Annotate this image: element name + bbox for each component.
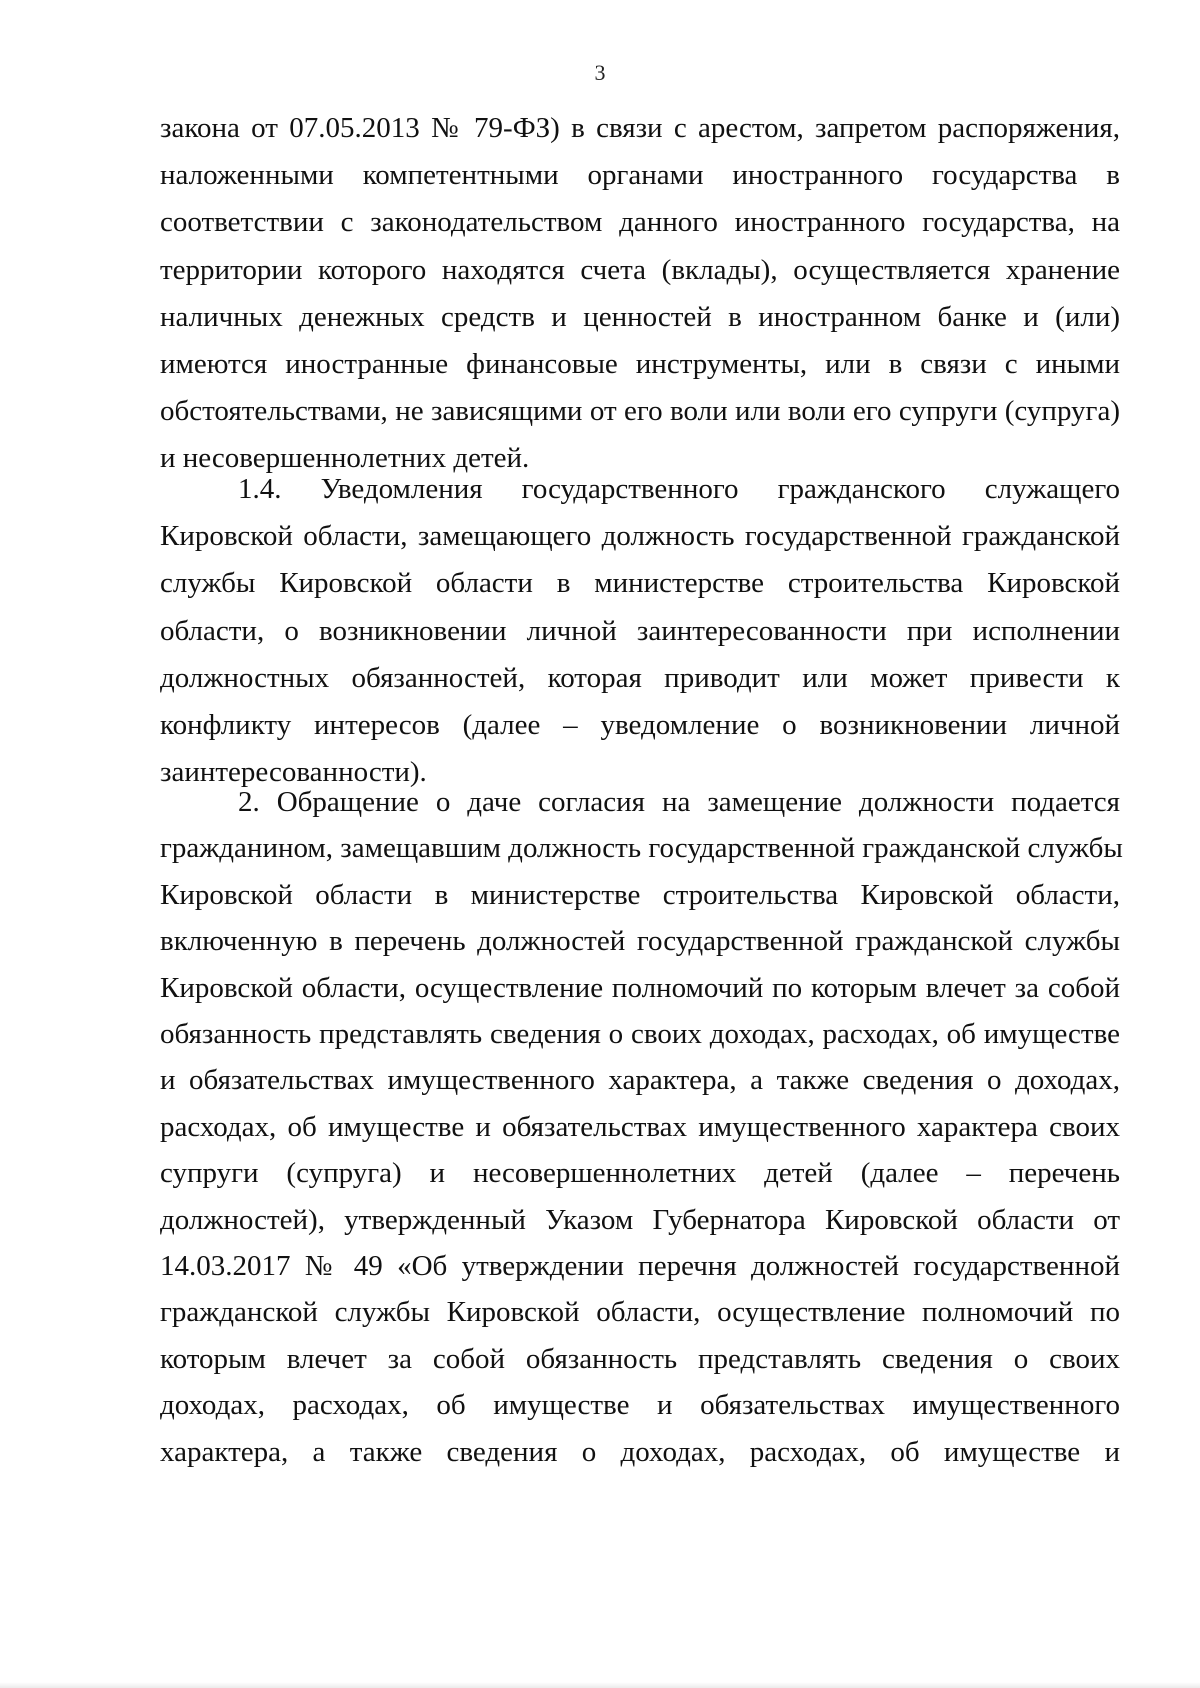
text-line: 14.03.2017 № 49 «Об утверждении перечня должностей государственной [160, 1250, 1120, 1283]
text-line: 2. Обращение о даче согласия на замещение должности подается [238, 786, 1120, 818]
text-line: заинтересованности). [160, 756, 427, 789]
text-line: Кировской области в министерстве строительства Кировской области, [160, 878, 1120, 911]
text-line: обязанность представлять сведения о своих доходах, расходах, об имуществе [160, 1018, 1120, 1051]
text-line: области, о возникновении личной заинтересованности при исполнении [160, 614, 1120, 647]
text-line: наличных денежных средств и ценностей в иностранном банке и (или) [160, 300, 1120, 333]
text-line: Кировской области, замещающего должность государственной гражданской [160, 520, 1120, 553]
text-line: должностей), утвержденный Указом Губернатора Кировской области от [160, 1203, 1120, 1236]
text-line: доходах, расходах, об имуществе и обязательствах имущественного [160, 1389, 1120, 1422]
scan-edge-shadow [0, 1682, 1200, 1688]
text-line: супруги (супруга) и несовершеннолетних детей (далее – перечень [160, 1157, 1120, 1190]
text-line: включенную в перечень должностей государственной гражданской службы [160, 925, 1120, 958]
text-line: гражданской службы Кировской области, осуществление полномочий по [160, 1296, 1120, 1329]
text-line: закона от 07.05.2013 № 79-ФЗ) в связи с арестом, запретом распоряжения, [160, 112, 1120, 144]
text-line: и несовершеннолетних детей. [160, 442, 530, 475]
text-line: имеются иностранные финансовые инструменты, или в связи с иными [160, 348, 1120, 381]
text-line: гражданином, замещавшим должность государственной гражданской службы [160, 832, 1123, 865]
text-line: которым влечет за собой обязанность представлять сведения о своих [160, 1342, 1120, 1375]
text-line: характера, а также сведения о доходах, расходах, об имуществе и [160, 1435, 1120, 1468]
text-line: должностных обязанностей, которая приводит или может привести к [160, 661, 1120, 694]
text-line: обстоятельствами, не зависящими от его воли или воли его супруги (супруга) [160, 395, 1120, 428]
text-line: наложенными компетентными органами иностранного государства в [160, 159, 1120, 192]
paragraph-continuation [160, 105, 1120, 483]
text-line: соответствии с законодательством данного иностранного государства, на [160, 206, 1120, 239]
text-line: и обязательствах имущественного характера, а также сведения о доходах, [160, 1064, 1120, 1097]
text-line: 1.4. Уведомления государственного гражданского служащего [238, 473, 1120, 505]
text-line: Кировской области, осуществление полномочий по которым влечет за собой [160, 971, 1120, 1004]
text-line: расходах, об имуществе и обязательствах имущественного характера своих [160, 1110, 1120, 1143]
page-number: 3 [594, 60, 606, 85]
paragraph-1-4 [160, 466, 1120, 796]
paragraph-2 [160, 779, 1123, 1475]
text-line: конфликту интересов (далее – уведомление о возникновении личной [160, 709, 1120, 742]
text-line: службы Кировской области в министерстве строительства Кировской [160, 567, 1120, 600]
text-line: территории которого находятся счета (вклады), осуществляется хранение [160, 253, 1120, 286]
